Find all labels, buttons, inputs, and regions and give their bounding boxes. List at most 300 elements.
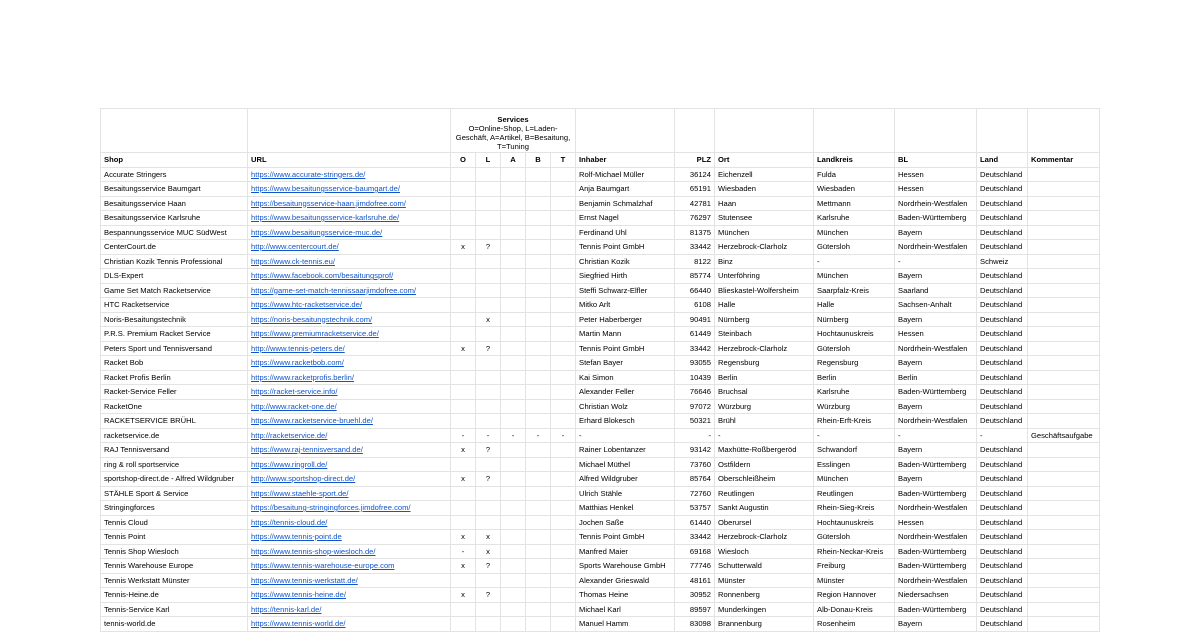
cell-kommentar[interactable] (1028, 269, 1100, 284)
cell-plz[interactable]: 69168 (675, 544, 715, 559)
cell-o[interactable] (451, 283, 476, 298)
cell-o[interactable] (451, 486, 476, 501)
cell-land[interactable]: Deutschland (977, 312, 1028, 327)
cell-url[interactable] (248, 530, 451, 545)
cell-o[interactable]: x (451, 341, 476, 356)
cell-bl[interactable]: Bayern (895, 399, 977, 414)
cell-b[interactable] (526, 588, 551, 603)
shop-url-link[interactable]: http://www.centercourt.de/ (251, 242, 339, 251)
cell-land[interactable]: Deutschland (977, 602, 1028, 617)
cell-a[interactable] (501, 240, 526, 255)
cell-l[interactable] (476, 298, 501, 313)
cell-a[interactable] (501, 573, 526, 588)
cell-l[interactable] (476, 414, 501, 429)
cell-a[interactable] (501, 225, 526, 240)
cell-b[interactable] (526, 254, 551, 269)
cell-landkreis[interactable]: Gütersloh (814, 341, 895, 356)
cell-inhaber[interactable]: Stefan Bayer (576, 356, 675, 371)
cell-bl[interactable]: Baden-Württemberg (895, 211, 977, 226)
cell-inhaber[interactable]: Siegfried Hirth (576, 269, 675, 284)
cell-bl[interactable]: Sachsen-Anhalt (895, 298, 977, 313)
cell-shop[interactable]: Besaitungsservice Baumgart (101, 182, 248, 197)
cell-ort[interactable]: Würzburg (715, 399, 814, 414)
cell-ort[interactable]: Herzebrock-Clarholz (715, 341, 814, 356)
cell-kommentar[interactable] (1028, 167, 1100, 182)
cell-inhaber[interactable]: Michael Müthel (576, 457, 675, 472)
cell-url[interactable] (248, 501, 451, 516)
cell-bl[interactable]: Nordrhein-Westfalen (895, 196, 977, 211)
cell-url[interactable] (248, 515, 451, 530)
cell-a[interactable] (501, 486, 526, 501)
cell-landkreis[interactable]: Esslingen (814, 457, 895, 472)
cell-t[interactable] (551, 167, 576, 182)
cell-land[interactable]: Deutschland (977, 196, 1028, 211)
cell-plz[interactable]: 61440 (675, 515, 715, 530)
cell-l[interactable]: ? (476, 559, 501, 574)
cell-o[interactable]: x (451, 559, 476, 574)
cell-shop[interactable]: sportshop-direct.de - Alfred Wildgruber (101, 472, 248, 487)
cell-inhaber[interactable]: Martin Mann (576, 327, 675, 342)
cell-plz[interactable]: 76297 (675, 211, 715, 226)
cell-ort[interactable]: Wiesloch (715, 544, 814, 559)
cell-inhaber[interactable]: Ferdinand Uhl (576, 225, 675, 240)
cell-plz[interactable]: 93055 (675, 356, 715, 371)
cell-t[interactable] (551, 356, 576, 371)
cell-inhaber[interactable]: Steffi Schwarz-Elfler (576, 283, 675, 298)
cell-t[interactable] (551, 385, 576, 400)
cell-a[interactable] (501, 370, 526, 385)
cell-o[interactable]: - (451, 544, 476, 559)
cell-a[interactable] (501, 327, 526, 342)
cell-landkreis[interactable]: München (814, 225, 895, 240)
cell-inhaber[interactable]: Tennis Point GmbH (576, 341, 675, 356)
cell-ort[interactable]: Eichenzell (715, 167, 814, 182)
cell-shop[interactable]: Racket Bob (101, 356, 248, 371)
cell-b[interactable] (526, 167, 551, 182)
cell-shop[interactable]: Bespannungsservice MUC SüdWest (101, 225, 248, 240)
cell-l[interactable] (476, 370, 501, 385)
cell-l[interactable] (476, 225, 501, 240)
cell-plz[interactable]: 83098 (675, 617, 715, 632)
cell-inhaber[interactable]: Alexander Feller (576, 385, 675, 400)
cell-b[interactable] (526, 269, 551, 284)
cell-kommentar[interactable] (1028, 370, 1100, 385)
cell-a[interactable] (501, 283, 526, 298)
cell-bl[interactable]: Bayern (895, 472, 977, 487)
cell-a[interactable] (501, 385, 526, 400)
cell-shop[interactable]: Stringingforces (101, 501, 248, 516)
cell-bl[interactable]: Bayern (895, 356, 977, 371)
cell-plz[interactable]: 50321 (675, 414, 715, 429)
cell-bl[interactable]: Nordrhein-Westfalen (895, 501, 977, 516)
cell-b[interactable] (526, 530, 551, 545)
cell-a[interactable] (501, 298, 526, 313)
cell-kommentar[interactable] (1028, 399, 1100, 414)
shop-url-link[interactable]: https://noris-besaitungstechnik.com/ (251, 314, 373, 324)
cell-kommentar[interactable] (1028, 501, 1100, 516)
cell-o[interactable] (451, 182, 476, 197)
cell-url[interactable] (248, 327, 451, 342)
cell-b[interactable] (526, 486, 551, 501)
cell-plz[interactable]: 36124 (675, 167, 715, 182)
cell-l[interactable] (476, 196, 501, 211)
cell-ort[interactable]: Herzebrock-Clarholz (715, 530, 814, 545)
shop-url-link[interactable]: https://www.accurate-stringers.de/ (251, 169, 366, 179)
cell-ort[interactable]: Reutlingen (715, 486, 814, 501)
cell-inhaber[interactable]: Manfred Maier (576, 544, 675, 559)
cell-plz[interactable]: 90491 (675, 312, 715, 327)
cell-url[interactable] (248, 573, 451, 588)
cell-b[interactable] (526, 298, 551, 313)
cell-bl[interactable]: Hessen (895, 515, 977, 530)
cell-ort[interactable]: Nürnberg (715, 312, 814, 327)
cell-url[interactable] (248, 356, 451, 371)
cell-t[interactable] (551, 559, 576, 574)
shop-url-link[interactable]: https://www.raj-tennisversand.de/ (251, 445, 363, 454)
cell-ort[interactable]: Wiesbaden (715, 182, 814, 197)
cell-inhaber[interactable]: - (576, 428, 675, 443)
cell-b[interactable] (526, 370, 551, 385)
cell-ort[interactable]: Bruchsal (715, 385, 814, 400)
cell-landkreis[interactable]: Rosenheim (814, 617, 895, 632)
cell-land[interactable]: Deutschland (977, 617, 1028, 632)
cell-l[interactable]: ? (476, 588, 501, 603)
cell-t[interactable] (551, 341, 576, 356)
cell-bl[interactable]: Nordrhein-Westfalen (895, 341, 977, 356)
col-header-landkreis[interactable]: Landkreis (814, 153, 895, 168)
cell-l[interactable]: ? (476, 341, 501, 356)
cell-l[interactable] (476, 602, 501, 617)
cell-bl[interactable]: Nordrhein-Westfalen (895, 530, 977, 545)
cell-landkreis[interactable]: - (814, 428, 895, 443)
cell-url[interactable] (248, 182, 451, 197)
cell-landkreis[interactable]: Freiburg (814, 559, 895, 574)
cell-land[interactable]: - (977, 428, 1028, 443)
cell-o[interactable]: x (451, 240, 476, 255)
cell-o[interactable] (451, 211, 476, 226)
cell-plz[interactable]: 53757 (675, 501, 715, 516)
cell-bl[interactable]: Berlin (895, 370, 977, 385)
cell-bl[interactable]: Saarland (895, 283, 977, 298)
cell-land[interactable]: Deutschland (977, 298, 1028, 313)
cell-l[interactable]: - (476, 428, 501, 443)
cell-landkreis[interactable]: Gütersloh (814, 240, 895, 255)
cell-url[interactable] (248, 486, 451, 501)
cell-t[interactable] (551, 530, 576, 545)
cell-o[interactable] (451, 385, 476, 400)
cell-plz[interactable]: 10439 (675, 370, 715, 385)
cell-l[interactable] (476, 457, 501, 472)
cell-shop[interactable]: Tennis Werkstatt Münster (101, 573, 248, 588)
cell-plz[interactable]: 30952 (675, 588, 715, 603)
shop-url-link[interactable]: https://www.besaitungsservice-muc.de/ (251, 227, 383, 237)
cell-ort[interactable]: Haan (715, 196, 814, 211)
cell-bl[interactable]: Bayern (895, 312, 977, 327)
cell-landkreis[interactable]: Schwandorf (814, 443, 895, 458)
cell-l[interactable] (476, 617, 501, 632)
cell-inhaber[interactable]: Sports Warehouse GmbH (576, 559, 675, 574)
cell-a[interactable] (501, 544, 526, 559)
cell-plz[interactable]: 33442 (675, 341, 715, 356)
cell-land[interactable]: Deutschland (977, 240, 1028, 255)
cell-o[interactable] (451, 573, 476, 588)
col-header-t[interactable]: T (551, 153, 576, 168)
cell-l[interactable] (476, 515, 501, 530)
cell-l[interactable] (476, 269, 501, 284)
col-header-land[interactable]: Land (977, 153, 1028, 168)
col-header-inhaber[interactable]: Inhaber (576, 153, 675, 168)
cell-t[interactable]: - (551, 428, 576, 443)
cell-kommentar[interactable] (1028, 240, 1100, 255)
shop-url-link[interactable]: https://www.tennis-werkstatt.de/ (251, 575, 358, 585)
cell-landkreis[interactable]: Halle (814, 298, 895, 313)
cell-land[interactable]: Deutschland (977, 385, 1028, 400)
col-header-ort[interactable]: Ort (715, 153, 814, 168)
cell-shop[interactable]: tennis-world.de (101, 617, 248, 632)
cell-shop[interactable]: P.R.S. Premium Racket Service (101, 327, 248, 342)
cell-o[interactable]: x (451, 443, 476, 458)
cell-land[interactable]: Deutschland (977, 370, 1028, 385)
cell-a[interactable] (501, 515, 526, 530)
cell-plz[interactable]: 33442 (675, 240, 715, 255)
cell-kommentar[interactable] (1028, 472, 1100, 487)
cell-bl[interactable]: Nordrhein-Westfalen (895, 573, 977, 588)
cell-land[interactable]: Deutschland (977, 472, 1028, 487)
cell-land[interactable]: Deutschland (977, 356, 1028, 371)
cell-inhaber[interactable]: Michael Karl (576, 602, 675, 617)
cell-b[interactable] (526, 559, 551, 574)
cell-plz[interactable]: 61449 (675, 327, 715, 342)
cell-ort[interactable]: Berlin (715, 370, 814, 385)
shop-url-link[interactable]: https://www.facebook.com/besaitungsprof/ (251, 271, 394, 280)
cell-o[interactable]: x (451, 530, 476, 545)
cell-bl[interactable]: Baden-Württemberg (895, 457, 977, 472)
cell-plz[interactable]: 81375 (675, 225, 715, 240)
col-header-plz[interactable]: PLZ (675, 153, 715, 168)
cell-ort[interactable]: Stutensee (715, 211, 814, 226)
cell-t[interactable] (551, 225, 576, 240)
cell-bl[interactable]: Baden-Württemberg (895, 602, 977, 617)
cell-b[interactable] (526, 443, 551, 458)
cell-landkreis[interactable]: Alb-Donau-Kreis (814, 602, 895, 617)
shop-url-link[interactable]: https://tennis-cloud.de/ (251, 517, 328, 527)
cell-t[interactable] (551, 196, 576, 211)
cell-a[interactable] (501, 341, 526, 356)
cell-inhaber[interactable]: Tennis Point GmbH (576, 530, 675, 545)
cell-land[interactable]: Deutschland (977, 457, 1028, 472)
cell-plz[interactable]: 97072 (675, 399, 715, 414)
cell-a[interactable] (501, 443, 526, 458)
cell-l[interactable]: ? (476, 443, 501, 458)
cell-url[interactable] (248, 588, 451, 603)
cell-inhaber[interactable]: Ulrich Stähle (576, 486, 675, 501)
cell-t[interactable] (551, 602, 576, 617)
cell-url[interactable] (248, 385, 451, 400)
cell-a[interactable] (501, 501, 526, 516)
cell-b[interactable] (526, 385, 551, 400)
cell-shop[interactable]: ring & roll sportservice (101, 457, 248, 472)
cell-ort[interactable]: Blieskastel-Wolfersheim (715, 283, 814, 298)
cell-bl[interactable]: Nordrhein-Westfalen (895, 414, 977, 429)
cell-t[interactable] (551, 182, 576, 197)
cell-a[interactable] (501, 530, 526, 545)
cell-t[interactable] (551, 312, 576, 327)
cell-bl[interactable]: Hessen (895, 182, 977, 197)
cell-plz[interactable]: 66440 (675, 283, 715, 298)
cell-shop[interactable]: Tennis-Service Karl (101, 602, 248, 617)
cell-inhaber[interactable]: Thomas Heine (576, 588, 675, 603)
cell-a[interactable] (501, 602, 526, 617)
cell-shop[interactable]: RAJ Tennisversand (101, 443, 248, 458)
cell-plz[interactable]: 48161 (675, 573, 715, 588)
cell-bl[interactable]: Bayern (895, 225, 977, 240)
cell-l[interactable] (476, 356, 501, 371)
cell-land[interactable]: Deutschland (977, 559, 1028, 574)
cell-landkreis[interactable]: Region Hannover (814, 588, 895, 603)
cell-land[interactable]: Deutschland (977, 399, 1028, 414)
cell-plz[interactable]: 93142 (675, 443, 715, 458)
col-header-kommentar[interactable]: Kommentar (1028, 153, 1100, 168)
cell-plz[interactable]: 6108 (675, 298, 715, 313)
shop-url-link[interactable]: https://besaitungsservice-haan.jimdofree.com/ (251, 198, 406, 208)
shop-url-link[interactable]: https://www.racketbob.com/ (251, 358, 344, 367)
cell-ort[interactable]: Binz (715, 254, 814, 269)
cell-plz[interactable]: 8122 (675, 254, 715, 269)
cell-kommentar[interactable]: Geschäftsaufgabe (1028, 428, 1100, 443)
cell-inhaber[interactable]: Rainer Lobentanzer (576, 443, 675, 458)
col-header-bl[interactable]: BL (895, 153, 977, 168)
cell-b[interactable] (526, 457, 551, 472)
cell-t[interactable] (551, 588, 576, 603)
cell-b[interactable] (526, 573, 551, 588)
cell-inhaber[interactable]: Matthias Henkel (576, 501, 675, 516)
cell-inhaber[interactable]: Christian Wolz (576, 399, 675, 414)
cell-t[interactable] (551, 486, 576, 501)
shop-url-link[interactable]: https://tennis-karl.de/ (251, 604, 322, 614)
cell-inhaber[interactable]: Manuel Hamm (576, 617, 675, 632)
cell-shop[interactable]: Tennis Warehouse Europe (101, 559, 248, 574)
cell-shop[interactable]: Racket Profis Berlin (101, 370, 248, 385)
cell-shop[interactable]: Tennis Cloud (101, 515, 248, 530)
cell-land[interactable]: Deutschland (977, 501, 1028, 516)
cell-kommentar[interactable] (1028, 602, 1100, 617)
cell-bl[interactable]: Baden-Württemberg (895, 486, 977, 501)
cell-inhaber[interactable]: Alexander Grieswald (576, 573, 675, 588)
shop-url-link[interactable]: https://besaitung-stringingforces.jimdofree.com/ (251, 503, 411, 512)
cell-kommentar[interactable] (1028, 617, 1100, 632)
cell-landkreis[interactable]: Rhein-Sieg-Kreis (814, 501, 895, 516)
cell-kommentar[interactable] (1028, 443, 1100, 458)
cell-l[interactable] (476, 182, 501, 197)
cell-l[interactable] (476, 573, 501, 588)
cell-bl[interactable]: Baden-Württemberg (895, 385, 977, 400)
cell-t[interactable] (551, 443, 576, 458)
cell-land[interactable]: Deutschland (977, 544, 1028, 559)
cell-landkreis[interactable]: Mettmann (814, 196, 895, 211)
cell-plz[interactable]: 73760 (675, 457, 715, 472)
shop-url-link[interactable]: http://www.racket-one.de/ (251, 401, 337, 411)
cell-shop[interactable]: Peters Sport und Tennisversand (101, 341, 248, 356)
cell-b[interactable] (526, 341, 551, 356)
cell-land[interactable]: Deutschland (977, 211, 1028, 226)
cell-url[interactable] (248, 211, 451, 226)
cell-ort[interactable]: Regensburg (715, 356, 814, 371)
cell-url[interactable] (248, 312, 451, 327)
cell-shop[interactable]: CenterCourt.de (101, 240, 248, 255)
shop-url-link[interactable]: https://game-set-match-tennissaarjimdofree.com/ (251, 285, 417, 295)
cell-o[interactable] (451, 617, 476, 632)
cell-kommentar[interactable] (1028, 225, 1100, 240)
cell-land[interactable]: Deutschland (977, 530, 1028, 545)
cell-ort[interactable]: Münster (715, 573, 814, 588)
cell-plz[interactable]: 85774 (675, 269, 715, 284)
cell-url[interactable] (248, 196, 451, 211)
shop-url-link[interactable]: https://www.htc-racketservice.de/ (251, 300, 362, 309)
cell-l[interactable]: x (476, 544, 501, 559)
cell-shop[interactable]: racketservice.de (101, 428, 248, 443)
cell-t[interactable] (551, 298, 576, 313)
cell-o[interactable] (451, 167, 476, 182)
cell-t[interactable] (551, 269, 576, 284)
cell-url[interactable] (248, 341, 451, 356)
cell-l[interactable] (476, 486, 501, 501)
cell-a[interactable] (501, 211, 526, 226)
cell-landkreis[interactable]: Rhein-Neckar-Kreis (814, 544, 895, 559)
cell-ort[interactable]: Schutterwald (715, 559, 814, 574)
cell-a[interactable] (501, 414, 526, 429)
cell-ort[interactable]: - (715, 428, 814, 443)
cell-kommentar[interactable] (1028, 588, 1100, 603)
cell-b[interactable] (526, 501, 551, 516)
cell-url[interactable] (248, 167, 451, 182)
cell-shop[interactable]: Besaitungsservice Haan (101, 196, 248, 211)
col-header-a[interactable]: A (501, 153, 526, 168)
cell-o[interactable] (451, 196, 476, 211)
cell-landkreis[interactable]: Nürnberg (814, 312, 895, 327)
cell-kommentar[interactable] (1028, 486, 1100, 501)
cell-plz[interactable]: 89597 (675, 602, 715, 617)
shop-url-link[interactable]: https://www.besaitungsservice-karlsruhe.de/ (251, 213, 400, 222)
cell-t[interactable] (551, 283, 576, 298)
cell-o[interactable] (451, 457, 476, 472)
cell-o[interactable] (451, 356, 476, 371)
cell-shop[interactable]: Besaitungsservice Karlsruhe (101, 211, 248, 226)
cell-bl[interactable]: Hessen (895, 327, 977, 342)
cell-kommentar[interactable] (1028, 283, 1100, 298)
cell-bl[interactable]: Baden-Württemberg (895, 544, 977, 559)
cell-url[interactable] (248, 443, 451, 458)
cell-a[interactable] (501, 457, 526, 472)
cell-land[interactable]: Deutschland (977, 588, 1028, 603)
cell-inhaber[interactable]: Tennis Point GmbH (576, 240, 675, 255)
cell-b[interactable] (526, 196, 551, 211)
cell-t[interactable] (551, 370, 576, 385)
cell-b[interactable] (526, 283, 551, 298)
cell-t[interactable] (551, 501, 576, 516)
cell-t[interactable] (551, 573, 576, 588)
cell-bl[interactable]: - (895, 428, 977, 443)
cell-url[interactable] (248, 254, 451, 269)
cell-landkreis[interactable]: Rhein-Erft-Kreis (814, 414, 895, 429)
cell-b[interactable] (526, 327, 551, 342)
cell-inhaber[interactable]: Rolf-Michael Müller (576, 167, 675, 182)
cell-b[interactable]: - (526, 428, 551, 443)
cell-bl[interactable]: Baden-Württemberg (895, 559, 977, 574)
cell-landkreis[interactable]: Reutlingen (814, 486, 895, 501)
cell-kommentar[interactable] (1028, 356, 1100, 371)
cell-o[interactable] (451, 501, 476, 516)
cell-land[interactable]: Deutschland (977, 167, 1028, 182)
